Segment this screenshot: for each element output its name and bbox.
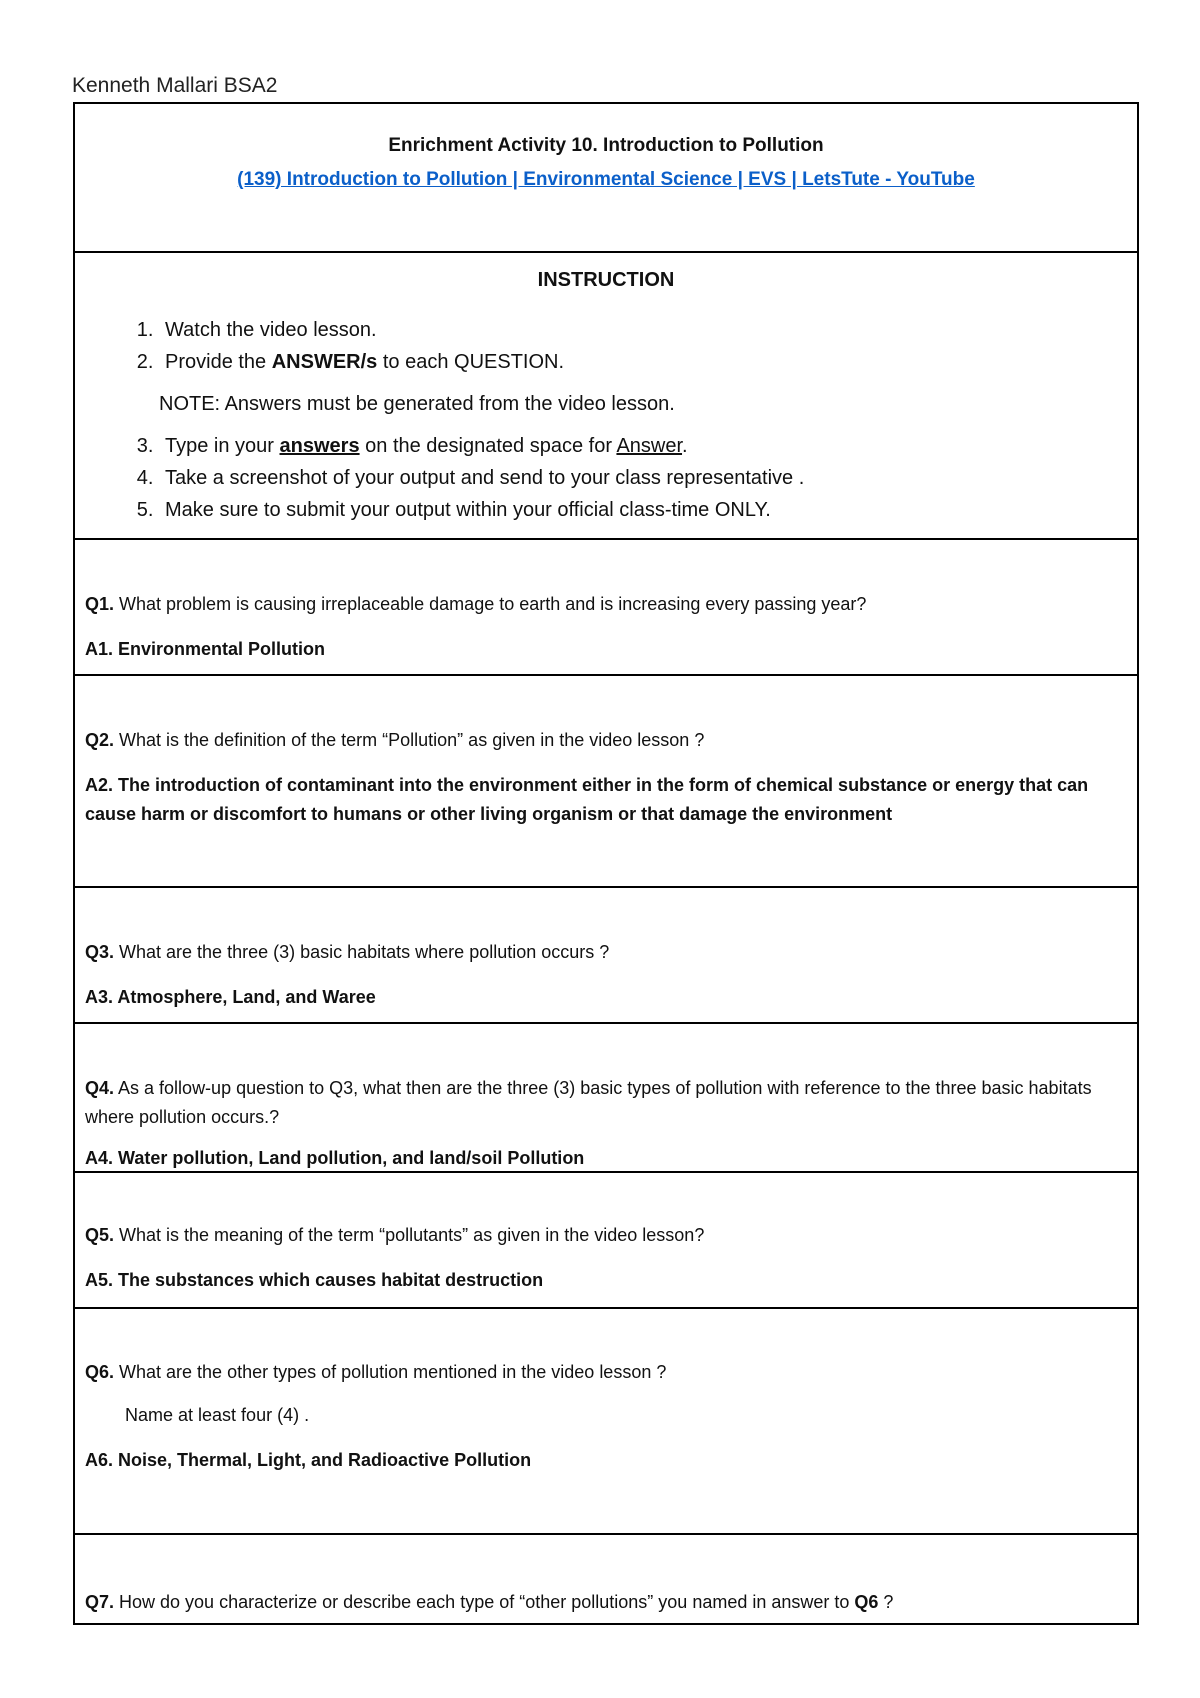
- instruction-item-1: 1. Watch the video lesson.: [159, 314, 1137, 346]
- answer-2-label: A2.: [85, 775, 114, 795]
- answer-3-text: Atmosphere, Land, and Waree: [113, 987, 376, 1007]
- question-1-text: What problem is causing irreplaceable damage to earth and is increasing every passing year?: [114, 594, 867, 614]
- instruction-item-3-pre: Type in your: [165, 435, 280, 457]
- instruction-item-3-answer: Answer: [616, 435, 683, 457]
- question-6-label: Q6.: [85, 1362, 115, 1382]
- question-1-label: Q1.: [85, 594, 115, 614]
- answer-2[interactable]: [85, 771, 1125, 829]
- instruction-item-3-post: .: [682, 435, 688, 457]
- answer-4[interactable]: [85, 1144, 1125, 1173]
- question-3-section: [75, 888, 1137, 1024]
- title-section: [75, 104, 1137, 253]
- question-2: [85, 726, 1125, 755]
- question-4-label: Q4.: [85, 1078, 115, 1098]
- question-1: [85, 590, 1125, 619]
- question-5-label: Q5.: [85, 1225, 115, 1245]
- question-7-text: How do you characterize or describe each type of “other pollutions” you named in answer to: [114, 1592, 855, 1612]
- question-7-label: Q7.: [85, 1592, 115, 1612]
- question-6-text: What are the other types of pollution mentioned in the video lesson ?: [114, 1362, 667, 1382]
- author-line: Kenneth Mallari BSA2: [72, 74, 278, 97]
- instruction-item-2-post: to each QUESTION.: [377, 351, 565, 373]
- answer-1-text: Environmental Pollution: [113, 639, 326, 659]
- instruction-item-3-bold: answers: [279, 435, 360, 457]
- instruction-item-5: 5. Make sure to submit your output within your official class-time ONLY.: [159, 494, 1137, 526]
- question-7: [85, 1588, 1125, 1617]
- answer-2-text: The introduction of contaminant into the environment either in the form of chemical substance or energy that can cause harm or discomfort to humans or other living organism or that damage the environment: [85, 775, 1089, 824]
- question-3: [85, 938, 1125, 967]
- question-5-section: [75, 1173, 1137, 1309]
- question-5-text: What is the meaning of the term “pollutants” as given in the video lesson?: [114, 1225, 705, 1245]
- question-2-section: [75, 676, 1137, 888]
- question-4-text: As a follow-up question to Q3, what then are the three (3) basic types of pollution with reference to the three basic habitats where pollution occurs.?: [85, 1078, 1092, 1127]
- answer-3[interactable]: [85, 983, 1125, 1012]
- answer-3-label: A3.: [85, 987, 114, 1007]
- question-6-subtext: Name at least four (4) .: [125, 1405, 310, 1425]
- question-1-section: [75, 540, 1137, 676]
- instruction-heading: INSTRUCTION: [537, 269, 675, 291]
- answer-5-label: A5.: [85, 1270, 114, 1290]
- question-2-label: Q2.: [85, 730, 115, 750]
- video-link[interactable]: (139) Introduction to Pollution | Environmental Science | EVS | LetsTute - YouTube: [237, 169, 975, 190]
- answer-1[interactable]: [85, 635, 1125, 664]
- question-7-ref: Q6: [854, 1592, 879, 1612]
- instruction-list-1: [75, 314, 1137, 378]
- activity-title: Enrichment Activity 10. Introduction to Pollution: [388, 135, 824, 156]
- answer-6[interactable]: [85, 1446, 1125, 1475]
- instruction-item-2-bold: ANSWER/s: [271, 351, 378, 373]
- answer-4-text: Water pollution, Land pollution, and land/soil Pollution: [113, 1148, 585, 1168]
- answer-6-text: Noise, Thermal, Light, and Radioactive Pollution: [113, 1450, 532, 1470]
- answer-4-label: A4.: [85, 1148, 114, 1168]
- instruction-section: [75, 253, 1137, 540]
- question-6-section: [75, 1309, 1137, 1535]
- instruction-note: NOTE: Answers must be generated from the video lesson.: [159, 393, 675, 415]
- activity-sheet: [73, 102, 1139, 1625]
- question-7-section: [75, 1535, 1137, 1625]
- instruction-list-2: [75, 430, 1137, 526]
- question-6: [85, 1358, 1125, 1387]
- answer-1-label: A1.: [85, 639, 114, 659]
- answer-5-text: The substances which causes habitat destruction: [113, 1270, 544, 1290]
- answer-6-label: A6.: [85, 1450, 114, 1470]
- question-3-text: What are the three (3) basic habitats where pollution occurs ?: [114, 942, 610, 962]
- instruction-item-3: [159, 430, 1137, 462]
- instruction-item-2: [159, 346, 1137, 378]
- instruction-item-4: 4. Take a screenshot of your output and send to your class representative .: [159, 462, 1137, 494]
- instruction-item-3-mid: on the designated space for: [359, 435, 617, 457]
- question-5: [85, 1221, 1125, 1250]
- question-3-label: Q3.: [85, 942, 115, 962]
- answer-5[interactable]: [85, 1266, 1125, 1295]
- question-7-end: ?: [878, 1592, 894, 1612]
- question-4-section: [75, 1024, 1137, 1173]
- question-4: [85, 1074, 1125, 1132]
- instruction-item-2-pre: Provide the: [165, 351, 272, 373]
- question-2-text: What is the definition of the term “Pollution” as given in the video lesson ?: [114, 730, 705, 750]
